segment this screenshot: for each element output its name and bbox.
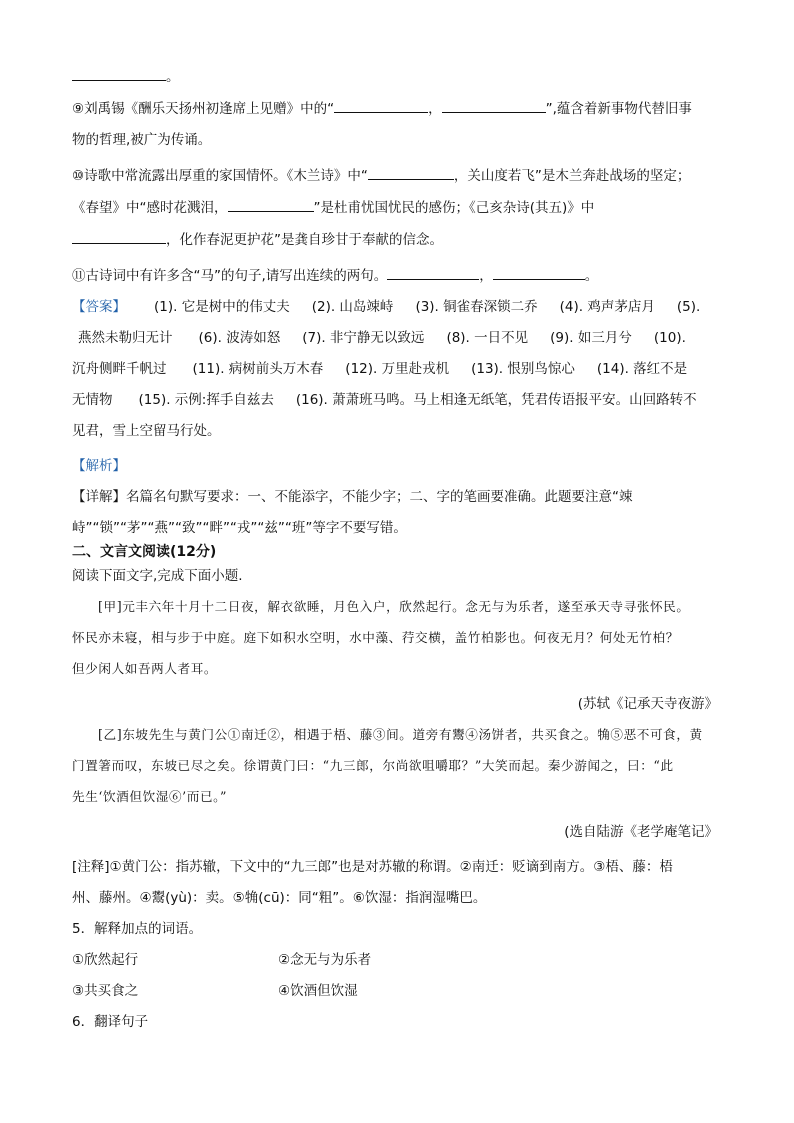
- answer-blank: [442, 98, 546, 113]
- passage-yi-line-1: [乙]东坡先生与黄门公①南迁②，相遇于梧、藤③间。道旁有鬻④汤饼者，共买食之。觕⑤恶不可食，黄: [98, 727, 703, 742]
- answer-blank: [334, 98, 428, 113]
- answer-blank: [72, 66, 166, 81]
- answer-line-5: 见君，雪上空留马行处。: [72, 423, 221, 439]
- section-2-heading: 二、文言文阅读(12分): [72, 544, 217, 560]
- passage-yi-line-2: 门置箸而叹，东坡已尽之矣。徐谓黄门曰：“九三郎，尔尚欲咀嚼耶？”大笑而起。秦少游闻之，曰：“此: [72, 758, 674, 773]
- question-11-line: ⑪古诗词中有许多含“马”的句子,请写出连续的两句。 ， 。: [72, 265, 722, 286]
- notes-line-1: [注释]①黄门公：指苏辙，下文中的“九三郎”也是对苏辙的称谓。②南迁：贬谪到南方。③梧、藤：梧: [72, 859, 673, 875]
- question-9-line-1: ⑨刘禹锡《酬乐天扬州初逢席上见赠》中的“ ， ”,蕴含着新事物代替旧事: [72, 98, 722, 119]
- passage-yi-source: (选自陆游《老学庵笔记》: [564, 824, 718, 840]
- detail-line-2: 峙”“锁”“茅”“燕”“致”“畔”“戎”“兹”“班”等字不要写错。: [72, 520, 407, 536]
- answer-blank: [493, 265, 585, 280]
- page-content: [72, 62, 722, 1032]
- question-10-line-3: ，化作春泥更护花”是龚自珍甘于奉献的信念。: [72, 229, 722, 250]
- answer-line-1: 【答案】 (1). 它是树中的伟丈夫 (2). 山岛竦峙 (3). 铜雀春深锁二乔 (4). 鸡声茅店月 (5).: [72, 299, 701, 315]
- answer-blank: [387, 265, 479, 280]
- question-5-title: 5．解释加点的词语。: [72, 921, 203, 937]
- answer-blank: [228, 197, 314, 212]
- answer-blank: [72, 229, 166, 244]
- question-5-row-2: ③共买食之 ④饮酒但饮湿: [72, 983, 358, 999]
- answer-line-3: 沉舟侧畔千帆过 (11). 病树前头万木春 (12). 万里赴戎机 (13). 恨别鸟惊心 (14). 落红不是: [72, 361, 688, 377]
- passage-jia-line-1: [甲]元丰六年十月十二日夜，解衣欲睡，月色入户，欣然起行。念无与为乐者，遂至承天寺寻张怀民。: [98, 599, 690, 614]
- question-10-line-2: 《春望》中“感时花溅泪， ”是杜甫忧国忧民的感伤；《己亥杂诗(其五)》中: [72, 197, 722, 218]
- question-9-line-2: 物的哲理,被广为传诵。: [72, 132, 212, 148]
- passage-jia-source: (苏轼《记承天寺夜游》: [577, 696, 718, 712]
- section-2-intro: 阅读下面文字,完成下面小题.: [72, 568, 243, 584]
- passage-yi-line-3: 先生‘饮酒但饮湿⑥’而已。”: [72, 789, 228, 804]
- answer-blank: [368, 165, 454, 180]
- answer-line-4: 无情物 (15). 示例:挥手自兹去 (16). 萧萧班马鸣。马上相逢无纸笔，凭君传语报平安。山回路转不: [72, 392, 697, 408]
- question-6-title: 6．翻译句子: [72, 1014, 149, 1030]
- detail-tag: 【详解】: [72, 489, 126, 505]
- passage-jia-line-3: 但少闲人如吾两人者耳。: [72, 661, 218, 676]
- passage-jia-line-2: 怀民亦未寝，相与步于中庭。庭下如积水空明，水中藻、荇交横，盖竹柏影也。何夜无月？何处无竹柏？: [72, 630, 679, 645]
- answer-line-2: 燕然未勒归无计 (6). 波涛如怒 (7). 非宁静无以致远 (8). 一日不见 (9). 如三月兮 (10).: [78, 330, 686, 346]
- question-10-line-1: ⑩诗歌中常流露出厚重的家国情怀。《木兰诗》中“ ，关山度若飞”是木兰奔赴战场的坚定；: [72, 165, 722, 186]
- answer-tag: 【答案】: [72, 299, 126, 315]
- notes-line-2: 州、藤州。④鬻(yù)：卖。⑤觕(cū)：同“粗”。⑥饮湿：指润湿嘴巴。: [72, 890, 487, 906]
- continued-blank-line: 。: [72, 66, 722, 87]
- question-5-row-1: ①欣然起行 ②念无与为乐者: [72, 952, 372, 968]
- analysis-tag: 【解析】: [72, 458, 126, 474]
- detail-line-1: 【详解】名篇名句默写要求：一、不能添字，不能少字；二、字的笔画要准确。此题要注意“竦: [72, 489, 633, 505]
